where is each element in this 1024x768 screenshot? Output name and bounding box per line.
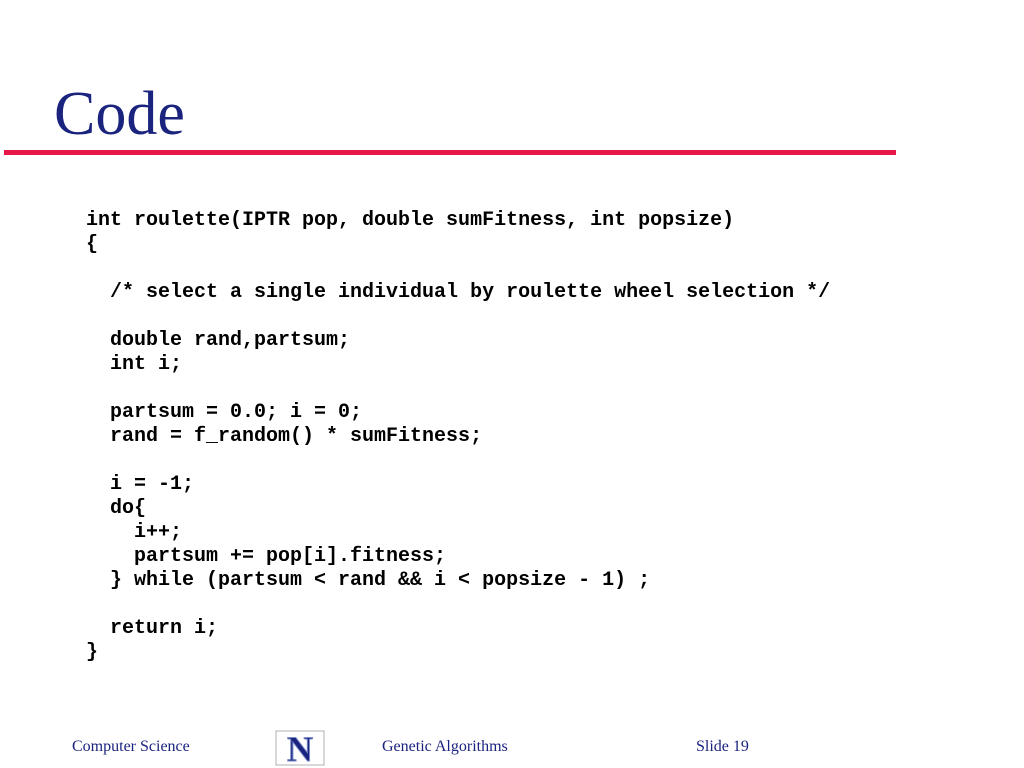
code-line	[86, 593, 830, 617]
code-line: /* select a single individual by roulette wheel selection */	[86, 281, 831, 304]
code-line: partsum = 0.0; i = 0;	[86, 401, 363, 424]
title-divider	[4, 150, 896, 155]
slide-title: Code	[54, 80, 185, 148]
footer-topic-label: Genetic Algorithms	[382, 738, 508, 755]
code-line: rand = f_random() * sumFitness;	[86, 425, 483, 448]
logo-letter: N	[287, 730, 313, 766]
code-line: do{	[86, 497, 147, 520]
footer-course-label: Computer Science	[72, 738, 190, 755]
code-line: i++;	[86, 521, 183, 544]
code-line	[86, 449, 830, 473]
code-line: }	[86, 641, 99, 664]
university-logo-icon	[275, 730, 325, 766]
footer-slide-number: Slide 19	[696, 738, 749, 755]
code-line	[86, 305, 830, 329]
code-line	[86, 257, 830, 281]
code-line: double rand,partsum;	[86, 329, 351, 352]
code-line: partsum += pop[i].fitness;	[86, 545, 447, 568]
code-line	[86, 377, 830, 401]
code-line: } while (partsum < rand && i < popsize - 1) ;	[86, 569, 651, 592]
code-line: i = -1;	[86, 473, 195, 496]
code-line: {	[86, 233, 99, 256]
code-block	[86, 209, 830, 665]
code-line: int roulette(IPTR pop, double sumFitness, int popsize)	[86, 209, 735, 232]
code-line: return i;	[86, 617, 219, 640]
code-line: int i;	[86, 353, 183, 376]
